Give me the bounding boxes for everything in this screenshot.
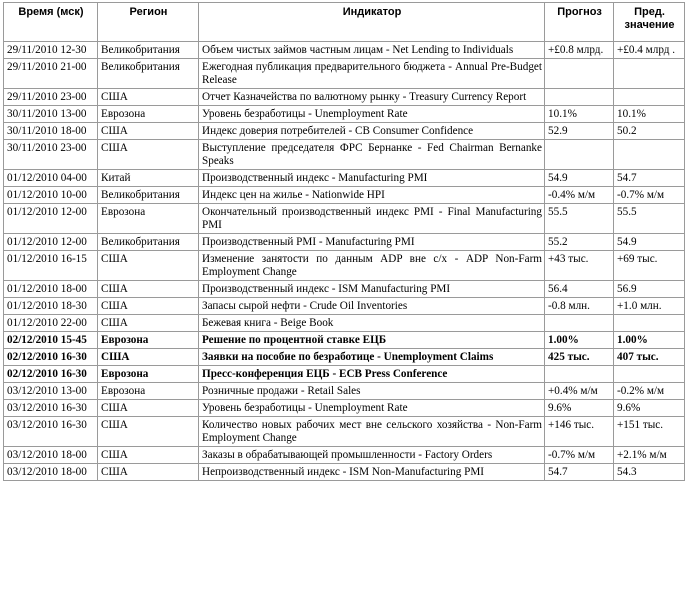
cell-previous: 9.6% <box>614 400 685 417</box>
cell-region: Еврозона <box>98 332 199 349</box>
cell-indicator: Уровень безработицы - Unemployment Rate <box>199 106 545 123</box>
cell-forecast <box>545 59 614 89</box>
cell-time: 01/12/2010 16-15 <box>4 251 98 281</box>
header-row <box>4 3 685 42</box>
table-row <box>4 59 685 89</box>
cell-time: 30/11/2010 18-00 <box>4 123 98 140</box>
table-row <box>4 89 685 106</box>
cell-time: 01/12/2010 18-30 <box>4 298 98 315</box>
cell-region: Еврозона <box>98 366 199 383</box>
cell-forecast: 9.6% <box>545 400 614 417</box>
cell-region: США <box>98 89 199 106</box>
cell-indicator: Изменение занятости по данным ADP вне с/х - ADP Non-Farm Employment Change <box>199 251 545 281</box>
cell-time: 01/12/2010 04-00 <box>4 170 98 187</box>
cell-indicator: Производственный индекс - ISM Manufacturing PMI <box>199 281 545 298</box>
cell-indicator: Отчет Казначейства по валютному рынку - Treasury Currency Report <box>199 89 545 106</box>
table-row <box>4 366 685 383</box>
cell-indicator: Заказы в обрабатывающей промышленности - Factory Orders <box>199 447 545 464</box>
cell-indicator: Уровень безработицы - Unemployment Rate <box>199 400 545 417</box>
cell-previous: 55.5 <box>614 204 685 234</box>
cell-forecast: 55.2 <box>545 234 614 251</box>
cell-indicator: Бежевая книга - Beige Book <box>199 315 545 332</box>
cell-previous: +£0.4 млрд . <box>614 42 685 59</box>
cell-previous: 50.2 <box>614 123 685 140</box>
table-row <box>4 170 685 187</box>
cell-previous <box>614 140 685 170</box>
table-row <box>4 106 685 123</box>
table-row <box>4 140 685 170</box>
cell-indicator: Запасы сырой нефти - Crude Oil Inventories <box>199 298 545 315</box>
cell-previous <box>614 89 685 106</box>
cell-region: Китай <box>98 170 199 187</box>
cell-time: 03/12/2010 16-30 <box>4 417 98 447</box>
cell-forecast: +£0.8 млрд. <box>545 42 614 59</box>
economic-calendar-table <box>3 2 685 481</box>
cell-forecast <box>545 140 614 170</box>
cell-time: 03/12/2010 18-00 <box>4 447 98 464</box>
cell-indicator: Непроизводственный индекс - ISM Non-Manufacturing PMI <box>199 464 545 481</box>
table-row <box>4 281 685 298</box>
cell-time: 29/11/2010 21-00 <box>4 59 98 89</box>
table-row <box>4 349 685 366</box>
cell-time: 01/12/2010 10-00 <box>4 187 98 204</box>
cell-forecast: -0.7% м/м <box>545 447 614 464</box>
cell-time: 02/12/2010 15-45 <box>4 332 98 349</box>
cell-previous: 10.1% <box>614 106 685 123</box>
cell-time: 29/11/2010 12-30 <box>4 42 98 59</box>
cell-forecast: +146 тыс. <box>545 417 614 447</box>
cell-region: США <box>98 251 199 281</box>
cell-time: 03/12/2010 18-00 <box>4 464 98 481</box>
cell-previous: 54.9 <box>614 234 685 251</box>
cell-time: 30/11/2010 23-00 <box>4 140 98 170</box>
cell-indicator: Индекс цен на жилье - Nationwide HPI <box>199 187 545 204</box>
cell-region: США <box>98 281 199 298</box>
table-row <box>4 42 685 59</box>
cell-previous: +1.0 млн. <box>614 298 685 315</box>
cell-region: Великобритания <box>98 187 199 204</box>
table-row <box>4 417 685 447</box>
cell-region: Еврозона <box>98 383 199 400</box>
cell-region: США <box>98 400 199 417</box>
header-forecast: Прогноз <box>545 3 614 42</box>
cell-previous <box>614 366 685 383</box>
table-row <box>4 234 685 251</box>
cell-forecast: 54.9 <box>545 170 614 187</box>
cell-indicator: Объем чистых займов частным лицам - Net Lending to Individuals <box>199 42 545 59</box>
header-previous: Пред. значение <box>614 3 685 42</box>
cell-time: 29/11/2010 23-00 <box>4 89 98 106</box>
cell-indicator: Ежегодная публикация предварительного бюджета - Annual Pre-Budget Release <box>199 59 545 89</box>
cell-indicator: Производственный PMI - Manufacturing PMI <box>199 234 545 251</box>
cell-forecast: 10.1% <box>545 106 614 123</box>
cell-indicator: Заявки на пособие по безработице - Unemployment Claims <box>199 349 545 366</box>
cell-time: 01/12/2010 12-00 <box>4 234 98 251</box>
cell-forecast: 56.4 <box>545 281 614 298</box>
cell-time: 01/12/2010 22-00 <box>4 315 98 332</box>
cell-indicator: Количество новых рабочих мест вне сельского хозяйства - Non-Farm Employment Change <box>199 417 545 447</box>
table-row <box>4 383 685 400</box>
cell-previous: -0.2% м/м <box>614 383 685 400</box>
cell-region: США <box>98 315 199 332</box>
cell-forecast: +43 тыс. <box>545 251 614 281</box>
header-indicator: Индикатор <box>199 3 545 42</box>
cell-region: Великобритания <box>98 59 199 89</box>
cell-previous: +2.1% м/м <box>614 447 685 464</box>
cell-region: США <box>98 417 199 447</box>
cell-previous: 407 тыс. <box>614 349 685 366</box>
cell-forecast: +0.4% м/м <box>545 383 614 400</box>
cell-previous: +151 тыс. <box>614 417 685 447</box>
cell-time: 02/12/2010 16-30 <box>4 349 98 366</box>
cell-region: США <box>98 123 199 140</box>
header-region: Регион <box>98 3 199 42</box>
table-row <box>4 298 685 315</box>
cell-forecast: -0.4% м/м <box>545 187 614 204</box>
table-row <box>4 447 685 464</box>
table-row <box>4 187 685 204</box>
header-time: Время (мск) <box>4 3 98 42</box>
cell-previous: 1.00% <box>614 332 685 349</box>
cell-region: США <box>98 349 199 366</box>
cell-previous: 54.3 <box>614 464 685 481</box>
cell-forecast <box>545 366 614 383</box>
table-row <box>4 464 685 481</box>
cell-region: Великобритания <box>98 42 199 59</box>
table-row <box>4 123 685 140</box>
table-row <box>4 400 685 417</box>
cell-region: США <box>98 464 199 481</box>
cell-indicator: Выступление председателя ФРС Бернанке - Fed Chairman Bernanke Speaks <box>199 140 545 170</box>
cell-region: США <box>98 447 199 464</box>
cell-forecast: 55.5 <box>545 204 614 234</box>
table-row <box>4 251 685 281</box>
cell-indicator: Розничные продажи - Retail Sales <box>199 383 545 400</box>
table-row <box>4 204 685 234</box>
cell-previous: -0.7% м/м <box>614 187 685 204</box>
cell-forecast: 54.7 <box>545 464 614 481</box>
cell-previous <box>614 59 685 89</box>
cell-forecast: -0.8 млн. <box>545 298 614 315</box>
cell-indicator: Пресс-конференция ЕЦБ - ECB Press Conference <box>199 366 545 383</box>
table-row <box>4 332 685 349</box>
cell-time: 03/12/2010 13-00 <box>4 383 98 400</box>
cell-forecast: 1.00% <box>545 332 614 349</box>
cell-region: Еврозона <box>98 204 199 234</box>
cell-indicator: Решение по процентной ставке ЕЦБ <box>199 332 545 349</box>
cell-time: 01/12/2010 12-00 <box>4 204 98 234</box>
cell-time: 03/12/2010 16-30 <box>4 400 98 417</box>
cell-previous: 56.9 <box>614 281 685 298</box>
cell-time: 01/12/2010 18-00 <box>4 281 98 298</box>
cell-time: 30/11/2010 13-00 <box>4 106 98 123</box>
cell-forecast <box>545 89 614 106</box>
cell-previous <box>614 315 685 332</box>
cell-time: 02/12/2010 16-30 <box>4 366 98 383</box>
cell-forecast: 52.9 <box>545 123 614 140</box>
table-row <box>4 315 685 332</box>
cell-indicator: Индекс доверия потребителей - CB Consumer Confidence <box>199 123 545 140</box>
cell-previous: +69 тыс. <box>614 251 685 281</box>
cell-forecast <box>545 315 614 332</box>
cell-forecast: 425 тыс. <box>545 349 614 366</box>
cell-previous: 54.7 <box>614 170 685 187</box>
cell-region: США <box>98 140 199 170</box>
cell-region: Еврозона <box>98 106 199 123</box>
cell-region: Великобритания <box>98 234 199 251</box>
cell-region: США <box>98 298 199 315</box>
cell-indicator: Производственный индекс - Manufacturing PMI <box>199 170 545 187</box>
cell-indicator: Окончательный производственный индекс PMI - Final Manufacturing PMI <box>199 204 545 234</box>
